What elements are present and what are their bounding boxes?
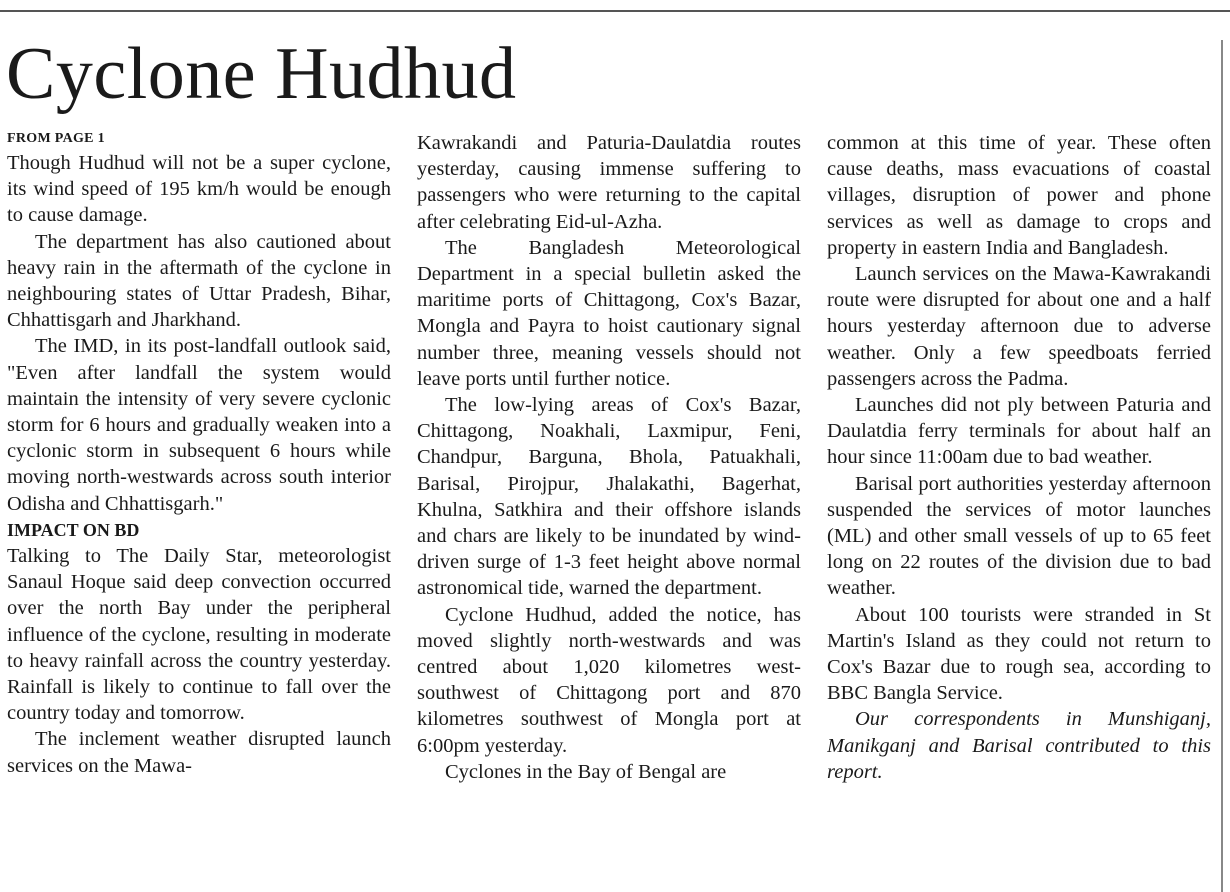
article-column-1	[7, 130, 391, 890]
paragraph: The low-lying areas of Cox's Bazar, Chittagong, Noakhali, Laxmipur, Feni, Chandpur, Barguna, Bhola, Patuakhali, Barisal, Pirojpur, Jhalakathi, Bagerhat, Khulna, Satkhira and their offshore islands and chars are likely to be inundated by wind-driven surge of 1-3 feet height above normal astronomical tide, warned the department.	[417, 394, 801, 600]
paragraph: Barisal port authorities yesterday afternoon suspended the services of motor launches (ML) and other small vessels of up to 65 feet long on 22 routes of the division due to bad weather.	[827, 472, 1211, 600]
paragraph: Talking to The Daily Star, meteorologist Sanaul Hoque said deep convection occurred over the north Bay under the peripheral influence of the cyclone, resulting in moderate to heavy rainfall across the country yesterday. Rainfall is likely to continue to fall over the country today and tomorrow.	[7, 545, 391, 725]
paragraph: About 100 tourists were stranded in St Martin's Island as they could not return to Cox's Bazar due to rough sea, according to BBC Bangla Service.	[827, 603, 1211, 705]
paragraph: Launches did not ply between Paturia and Daulatdia ferry terminals for about half an hour since 11:00am due to bad weather.	[827, 394, 1211, 469]
paragraph: The Bangladesh Meteorological Department in a special bulletin asked the maritime ports of Chittagong, Cox's Bazar, Mongla and Payra to hoist cautionary signal number three, meaning vessels should not leave ports until further notice.	[417, 236, 801, 390]
paragraph: Cyclone Hudhud, added the notice, has moved slightly north-westwards and was centred about 1,020 kilometres west-southwest of Chittagong port and 870 kilometres southwest of Mongla port at 6:00pm yesterday.	[417, 603, 801, 757]
paragraph: common at this time of year. These often cause deaths, mass evacuations of coastal villages, disruption of power and phone services as well as damage to crops and property in eastern India and Bangladesh.	[827, 132, 1211, 259]
subheading: IMPACT ON BD	[7, 519, 140, 540]
kicker: FROM PAGE 1	[7, 131, 105, 146]
paragraph: The department has also cautioned about heavy rain in the aftermath of the cyclone in neighbouring states of Uttar Pradesh, Bihar, Chhattisgarh and Jharkhand.	[7, 230, 391, 332]
paragraph: The IMD, in its post-landfall outlook said, "Even after landfall the system would maintain the intensity of very severe cyclonic storm for 6 hours and gradually weaken into a cyclonic storm in subsequent 6 hours while moving north-westwards across south interior Odisha and Chhattisgarh."	[7, 335, 391, 515]
headline: Cyclone Hudhud	[6, 33, 517, 115]
paragraph: Launch services on the Mawa-Kawrakandi route were disrupted for about one and a half hours yesterday afternoon due to adverse weather. Only a few speedboats ferried passengers across the Padma.	[827, 263, 1211, 390]
paragraph: Cyclones in the Bay of Bengal are	[445, 760, 727, 783]
paragraph: Though Hudhud will not be a super cyclone, its wind speed of 195 km/h would be enough to cause damage.	[7, 152, 391, 227]
top-rule	[0, 10, 1230, 12]
article-column-2	[417, 130, 801, 890]
paragraph: Kawrakandi and Paturia-Daulatdia routes yesterday, causing immense suffering to passengers who were returning to the capital after celebrating Eid-ul-Azha.	[417, 132, 801, 233]
column-rule	[1221, 40, 1223, 892]
article-column-3	[827, 130, 1211, 890]
paragraph: The inclement weather disrupted launch services on the Mawa-	[7, 728, 391, 777]
contributor-credit: Our correspondents in Munshiganj, Manikganj and Barisal contributed to this report.	[827, 708, 1211, 783]
